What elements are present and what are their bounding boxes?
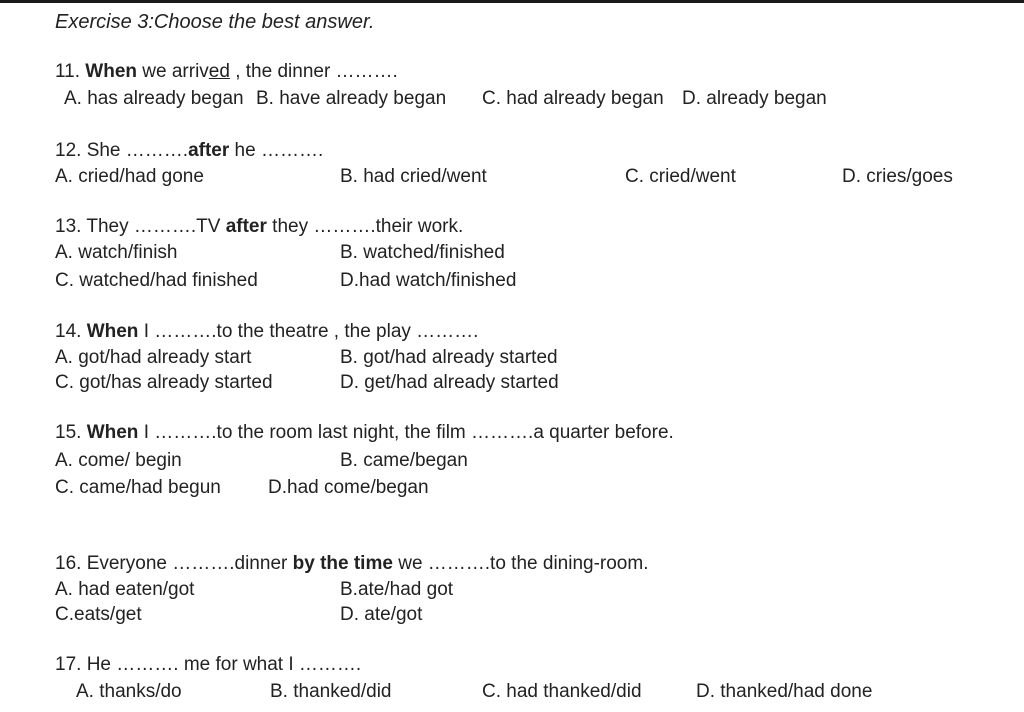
q17-option-d[interactable]: D. thanked/had done bbox=[696, 681, 873, 702]
q13-option-d[interactable]: D.had watch/finished bbox=[340, 270, 517, 291]
q13-option-b[interactable]: B. watched/finished bbox=[340, 242, 505, 263]
q16-option-c[interactable]: C.eats/get bbox=[55, 604, 142, 625]
q17-option-c[interactable]: C. had thanked/did bbox=[482, 681, 642, 702]
q15-option-d[interactable]: D.had come/began bbox=[268, 477, 429, 498]
q16-option-d[interactable]: D. ate/got bbox=[340, 604, 423, 625]
exercise-title: Exercise 3:Choose the best answer. bbox=[55, 11, 375, 33]
q15-option-c[interactable]: C. came/had begun bbox=[55, 477, 221, 498]
q12-option-b[interactable]: B. had cried/went bbox=[340, 166, 487, 187]
q12-option-a[interactable]: A. cried/had gone bbox=[55, 166, 204, 187]
q14-option-d[interactable]: D. get/had already started bbox=[340, 372, 559, 393]
q16-option-b[interactable]: B.ate/had got bbox=[340, 579, 454, 600]
q17-option-b[interactable]: B. thanked/did bbox=[270, 681, 392, 702]
q17-option-a[interactable]: A. thanks/do bbox=[76, 681, 182, 702]
q12-option-c[interactable]: C. cried/went bbox=[625, 166, 736, 187]
question-12: 12. She ……….after he ………. bbox=[55, 140, 324, 161]
q13-option-c[interactable]: C. watched/had finished bbox=[55, 270, 258, 291]
q14-option-b[interactable]: B. got/had already started bbox=[340, 347, 558, 368]
question-16: 16. Everyone ……….dinner by the time we ……….to the dining-room. bbox=[55, 553, 649, 574]
q11-option-d[interactable]: D. already began bbox=[682, 88, 827, 109]
question-17: 17. He ………. me for what I ………. bbox=[55, 654, 362, 675]
q11-option-a[interactable]: A. has already began bbox=[64, 88, 244, 109]
q15-option-a[interactable]: A. come/ begin bbox=[55, 450, 182, 471]
q12-option-d[interactable]: D. cries/goes bbox=[842, 166, 953, 187]
q11-option-c[interactable]: C. had already began bbox=[482, 88, 664, 109]
q14-option-a[interactable]: A. got/had already start bbox=[55, 347, 252, 368]
q13-option-a[interactable]: A. watch/finish bbox=[55, 242, 178, 263]
top-border bbox=[0, 0, 1024, 3]
q11-option-b[interactable]: B. have already began bbox=[256, 88, 447, 109]
q16-option-a[interactable]: A. had eaten/got bbox=[55, 579, 195, 600]
question-14: 14. When I ……….to the theatre , the play ………. bbox=[55, 321, 479, 342]
question-15: 15. When I ……….to the room last night, the film ……….a quarter before. bbox=[55, 422, 674, 443]
q15-option-b[interactable]: B. came/began bbox=[340, 450, 468, 471]
q14-option-c[interactable]: C. got/has already started bbox=[55, 372, 273, 393]
question-11: 11. When we arrived , the dinner ………. bbox=[55, 61, 398, 82]
question-13: 13. They ……….TV after they ……….their work. bbox=[55, 216, 464, 237]
